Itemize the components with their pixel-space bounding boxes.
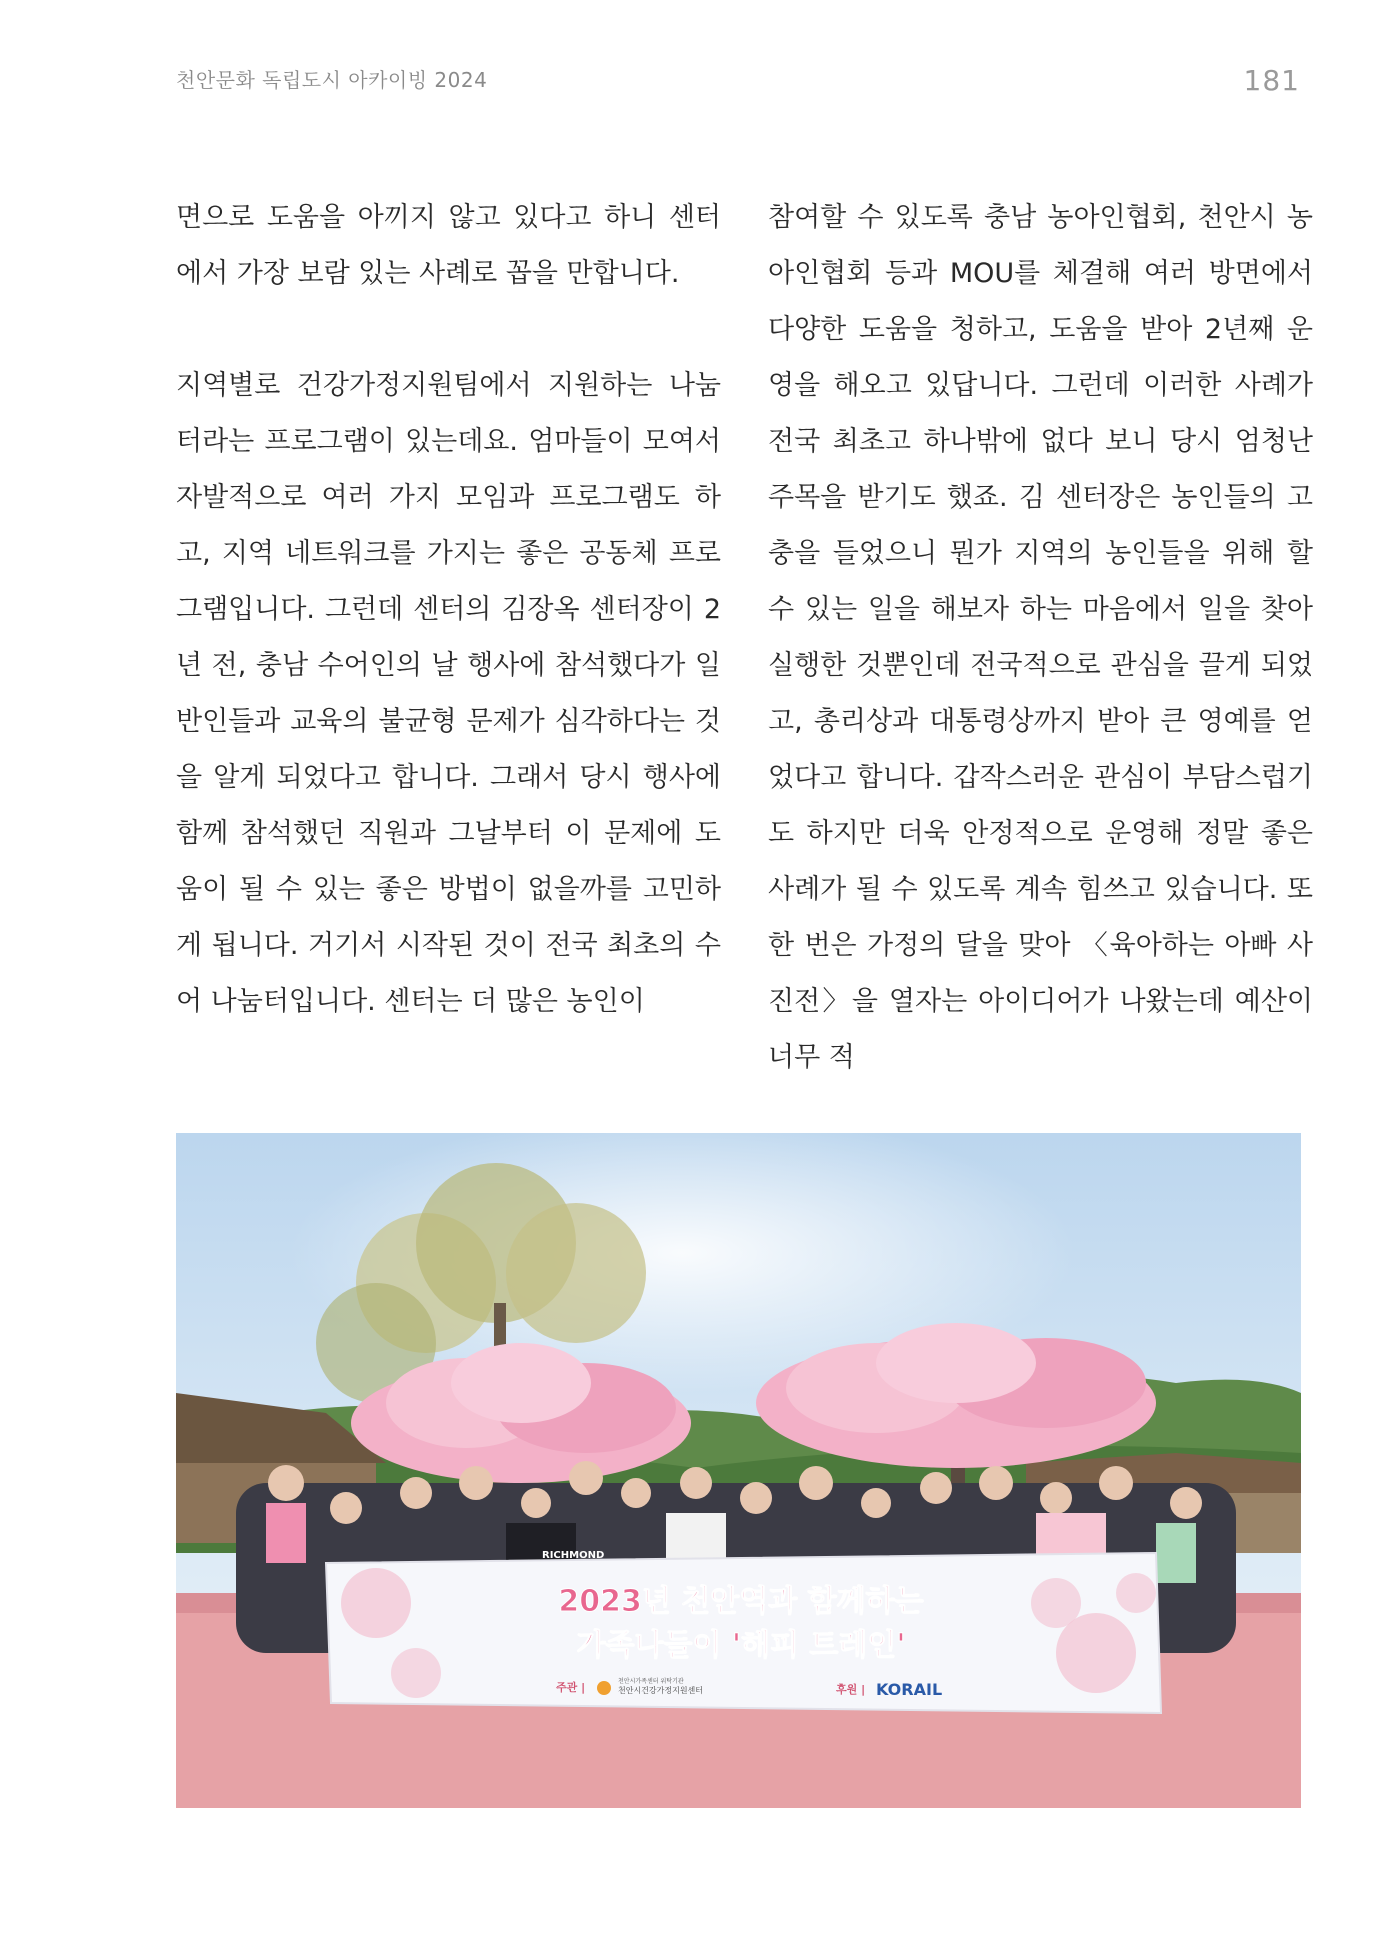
banner-title-line2: 가족나들이 '해피 트레인' [576, 1628, 906, 1663]
sponsor-label: 후원 | [836, 1683, 866, 1696]
organizer-logo-icon [597, 1681, 611, 1695]
paragraph: 참여할 수 있도록 충남 농아인협회, 천안시 농아인협회 등과 MOU를 체결해 여러 방면에서 다양한 도움을 청하고, 도움을 받아 2년째 운영을 해오고 있답니다. 그런데 이러한 사례가 전국 최초고 하나밖에 없다 보니 당시 엄청난 주목을 받기도 했죠. 김 센터장은 농인들의 고충을 들었으니 뭔가 지역의 농인들을 위해 할 수 있는 일을 해보자 하는 마음에서 일을 찾아 실행한 것뿐인데 전국적으로 관심을 끌게 되었고, 총리상과 대통령상까지 받아 큰 영예를 얻었다고 합니다. 갑작스러운 관심이 부담스럽기도 하지만 더욱 안정적으로 운영해 정말 좋은 사례가 될 수 있도록 계속 힘쓰고 있습니다. 또 한 번은 가정의 달을 맞아 〈육아하는 아빠 사진전〉을 열자는 아이디어가 나왔는데 예산이 너무 적 [768, 202, 1313, 1073]
organizer-label: 주관 | [556, 1681, 586, 1694]
organizer-name: 천안시건강가정지원센터 [618, 1686, 704, 1695]
running-header-title: 천안문화 독립도시 아카이빙 2024 [176, 68, 488, 92]
sponsor-logo: KORAIL [876, 1680, 943, 1699]
shirt-text: RICHMOND [542, 1550, 605, 1561]
paragraph: 면으로 도움을 아끼지 않고 있다고 하니 센터에서 가장 보람 있는 사례로 꼽을 만합니다. [176, 202, 721, 289]
text-column-right [768, 190, 1313, 1086]
text-column-left [176, 190, 721, 1030]
paragraph: 지역별로 건강가정지원팀에서 지원하는 나눔터라는 프로그램이 있는데요. 엄마들이 모여서 자발적으로 여러 가지 모임과 프로그램도 하고, 지역 네트워크를 가지는 좋은 공동체 프로그램입니다. 그런데 센터의 김장옥 센터장이 2년 전, 충남 수어인의 날 행사에 참석했다가 일반인들과 교육의 불균형 문제가 심각하다는 것을 알게 되었다고 합니다. 그래서 당시 행사에 함께 참석했던 직원과 그날부터 이 문제에 도움이 될 수 있는 좋은 방법이 없을까를 고민하게 됩니다. 거기서 시작된 것이 전국 최초의 수어 나눔터입니다. 센터는 더 많은 농인이 [176, 370, 721, 1017]
page-number: 181 [1243, 64, 1300, 97]
organizer-small-text: 천안시가족센터 위탁기관 [618, 1678, 684, 1685]
banner-title-line1: 2023년 천안역과 함께하는 [558, 1584, 924, 1619]
group-photo [176, 1133, 1301, 1808]
group-photo-illustration [176, 1133, 1301, 1808]
